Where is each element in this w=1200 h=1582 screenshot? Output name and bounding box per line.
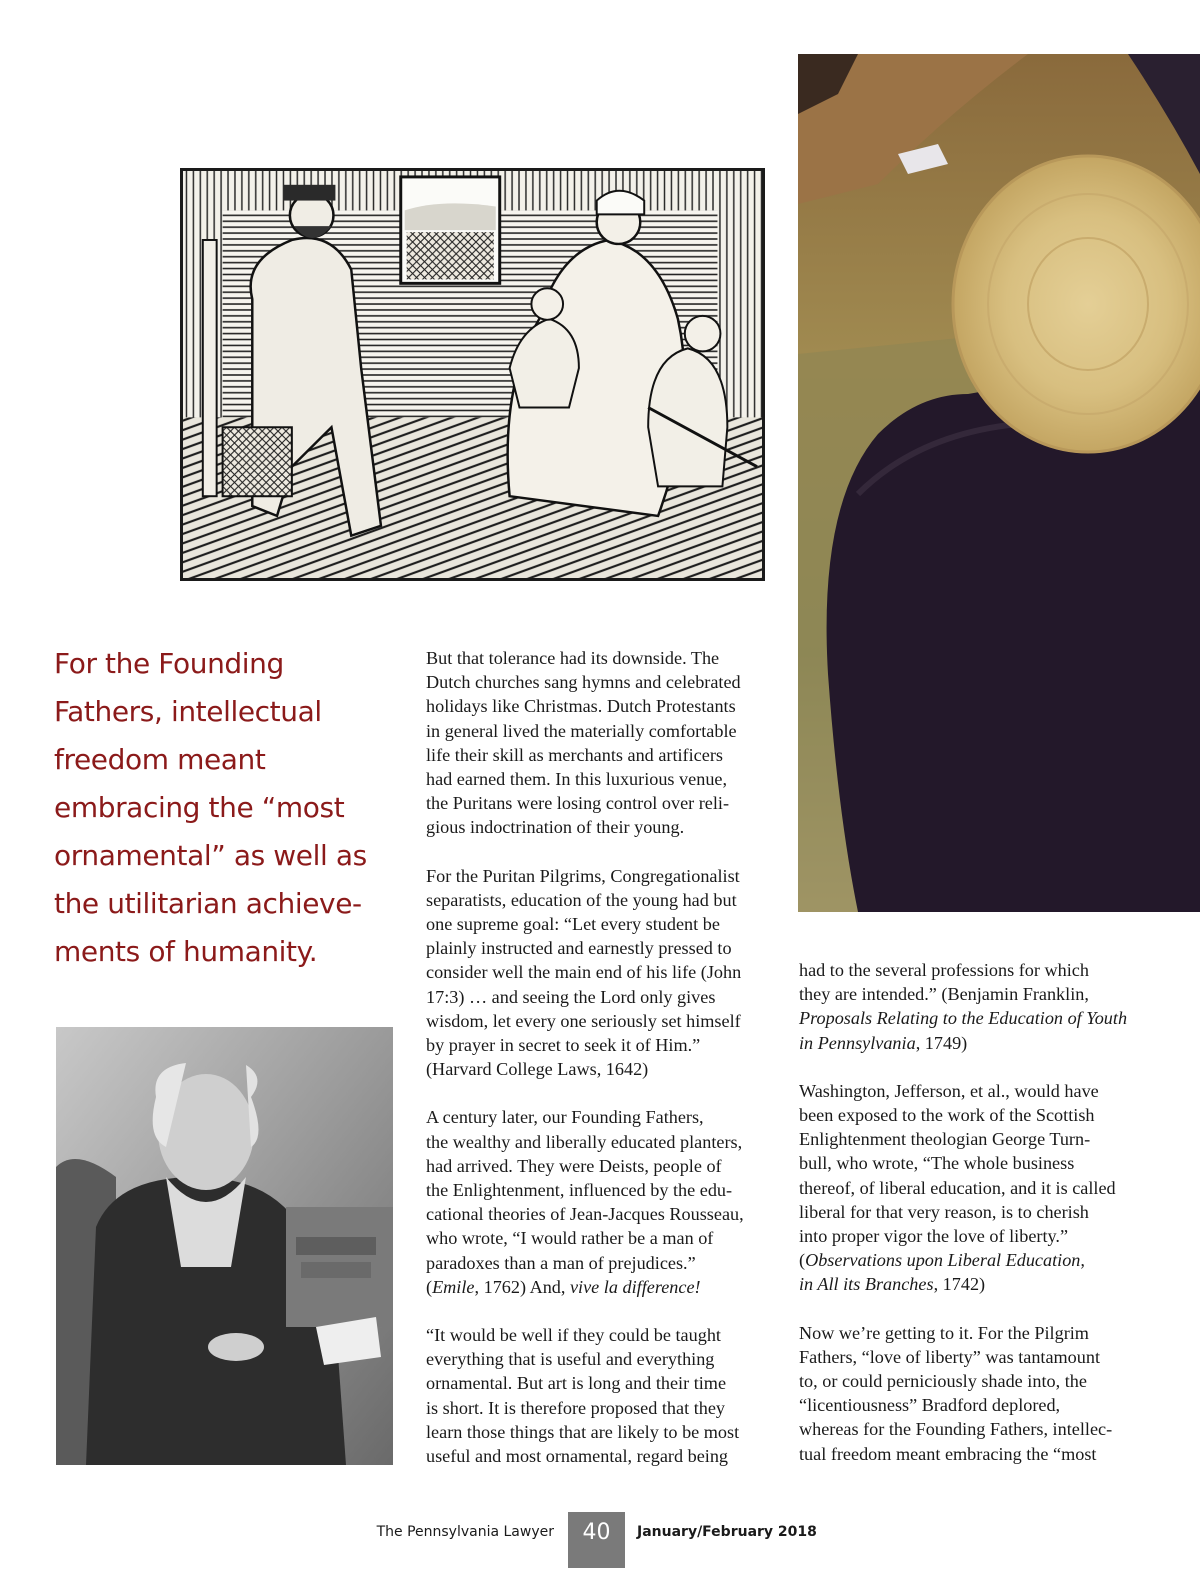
book-title: in All its Branches — [799, 1274, 934, 1295]
body-line: paradoxes than a man of prejudices.” — [426, 1252, 696, 1273]
body-line: ornamental. But art is long and their time — [426, 1373, 727, 1394]
pull-quote-line: freedom meant — [54, 743, 266, 776]
issue-date: January/February 2018 — [637, 1524, 817, 1540]
text-run: , 1742) — [933, 1274, 986, 1295]
body-line: thereof, of liberal education, and it is called — [799, 1177, 1116, 1198]
woodcut-family-illustration — [180, 168, 765, 581]
body-line: learn those things that are likely to be most — [426, 1421, 740, 1442]
body-line: Now we’re getting to it. For the Pilgrim — [799, 1322, 1089, 1343]
body-line: the Puritans were losing control over reli- — [426, 793, 730, 814]
body-line: Dutch churches sang hymns and celebrated — [426, 672, 741, 693]
paragraph-gap — [426, 1081, 771, 1105]
body-line: But that tolerance had its downside. The — [426, 648, 720, 668]
paragraph-gap — [799, 1297, 1144, 1321]
body-line: the wealthy and liberally educated planters, — [426, 1131, 743, 1152]
body-line: by prayer in secret to seek it of Him.” — [426, 1035, 701, 1056]
body-line: gious indoctrination of their young. — [426, 817, 685, 838]
body-line: who wrote, “I would rather be a man of — [426, 1228, 714, 1249]
body-line: “It would be well if they could be taught — [426, 1325, 721, 1346]
book-title: in Pennsylvania — [799, 1032, 916, 1053]
body-line: For the Puritan Pilgrims, Congregationalist — [426, 865, 740, 886]
body-line: life their skill as merchants and artificers — [426, 744, 723, 765]
body-line: liberal for that very reason, is to cherish — [799, 1201, 1089, 1222]
body-line — [799, 1272, 1144, 1296]
body-line: Washington, Jefferson, et al., would have — [799, 1080, 1099, 1101]
paragraph-gap — [799, 1055, 1144, 1079]
body-line: to, or could perniciously shade into, the — [799, 1371, 1087, 1392]
body-line: cational theories of Jean-Jacques Rousseau, — [426, 1204, 744, 1225]
pull-quote-line: ornamental” as well as — [54, 839, 367, 872]
pull-quote-line: ments of humanity. — [54, 935, 318, 968]
body-line: had to the several professions for which — [799, 960, 1089, 980]
body-line: (Harvard College Laws, 1642) — [426, 1059, 649, 1080]
pull-quote-line: Fathers, intellectual — [54, 695, 322, 728]
body-line: is short. It is therefore proposed that they — [426, 1397, 726, 1418]
body-line — [426, 1275, 771, 1299]
body-line: holidays like Christmas. Dutch Protestants — [426, 696, 736, 717]
book-title: Observations upon Liberal Education, — [805, 1250, 1085, 1271]
pull-quote-line: the utilitarian achieve- — [54, 887, 362, 920]
body-line: had earned them. In this luxurious venue, — [426, 769, 728, 790]
text-run: , 1762) And, — [474, 1276, 570, 1297]
body-line: been exposed to the work of the Scottish — [799, 1105, 1095, 1126]
body-line: tual freedom meant embracing the “most — [799, 1443, 1097, 1464]
body-line: useful and most ornamental, regard being — [426, 1446, 729, 1467]
foreign-phrase: vive la difference! — [569, 1276, 701, 1297]
body-line: in general lived the materially comfortable — [426, 720, 737, 741]
body-line: everything that is useful and everything — [426, 1349, 715, 1370]
body-line: A century later, our Founding Fathers, — [426, 1107, 704, 1128]
body-line: they are intended.” (Benjamin Franklin, — [799, 984, 1089, 1005]
page-number: 40 — [568, 1512, 625, 1568]
body-line: one supreme goal: “Let every student be — [426, 914, 720, 935]
text-run: ( — [799, 1250, 806, 1271]
body-line: plainly instructed and earnestly pressed to — [426, 938, 732, 959]
body-line: into proper vigor the love of liberty.” — [799, 1226, 1069, 1247]
body-line — [799, 1248, 1144, 1272]
body-line: 17:3) … and seeing the Lord only gives — [426, 986, 716, 1007]
body-line: bull, who wrote, “The whole business — [799, 1153, 1075, 1174]
pull-quote-line: For the Founding — [54, 647, 284, 680]
article-column-right — [799, 958, 1144, 1466]
body-line — [799, 1031, 1144, 1055]
pull-quote — [54, 640, 384, 976]
straw-hat-boy-photo — [798, 54, 1200, 912]
page-footer — [0, 1512, 1200, 1568]
publication-name: The Pennsylvania Lawyer — [376, 1524, 554, 1540]
body-line: Enlightenment theologian George Turn- — [799, 1129, 1091, 1150]
paragraph-gap — [426, 840, 771, 864]
paragraph-gap — [426, 1299, 771, 1323]
benjamin-franklin-portrait — [56, 1027, 393, 1465]
body-line: separatists, education of the young had but — [426, 889, 737, 910]
body-line: had arrived. They were Deists, people of — [426, 1155, 722, 1176]
book-title-emile: Emile — [432, 1276, 475, 1297]
body-line: consider well the main end of his life (John — [426, 962, 742, 983]
book-title: Proposals Relating to the Education of Youth — [799, 1008, 1128, 1029]
text-run: ( — [426, 1276, 433, 1297]
body-line — [799, 1006, 1144, 1030]
text-run: , 1749) — [915, 1032, 968, 1053]
article-column-middle — [426, 646, 771, 1468]
body-line: the Enlightenment, influenced by the edu- — [426, 1180, 733, 1201]
body-line: whereas for the Founding Fathers, intellec- — [799, 1419, 1113, 1440]
body-line: “licentiousness” Bradford deplored, — [799, 1395, 1061, 1416]
body-line: Fathers, “love of liberty” was tantamount — [799, 1346, 1101, 1367]
pull-quote-line: embracing the “most — [54, 791, 345, 824]
body-line: wisdom, let every one seriously set himself — [426, 1010, 741, 1031]
